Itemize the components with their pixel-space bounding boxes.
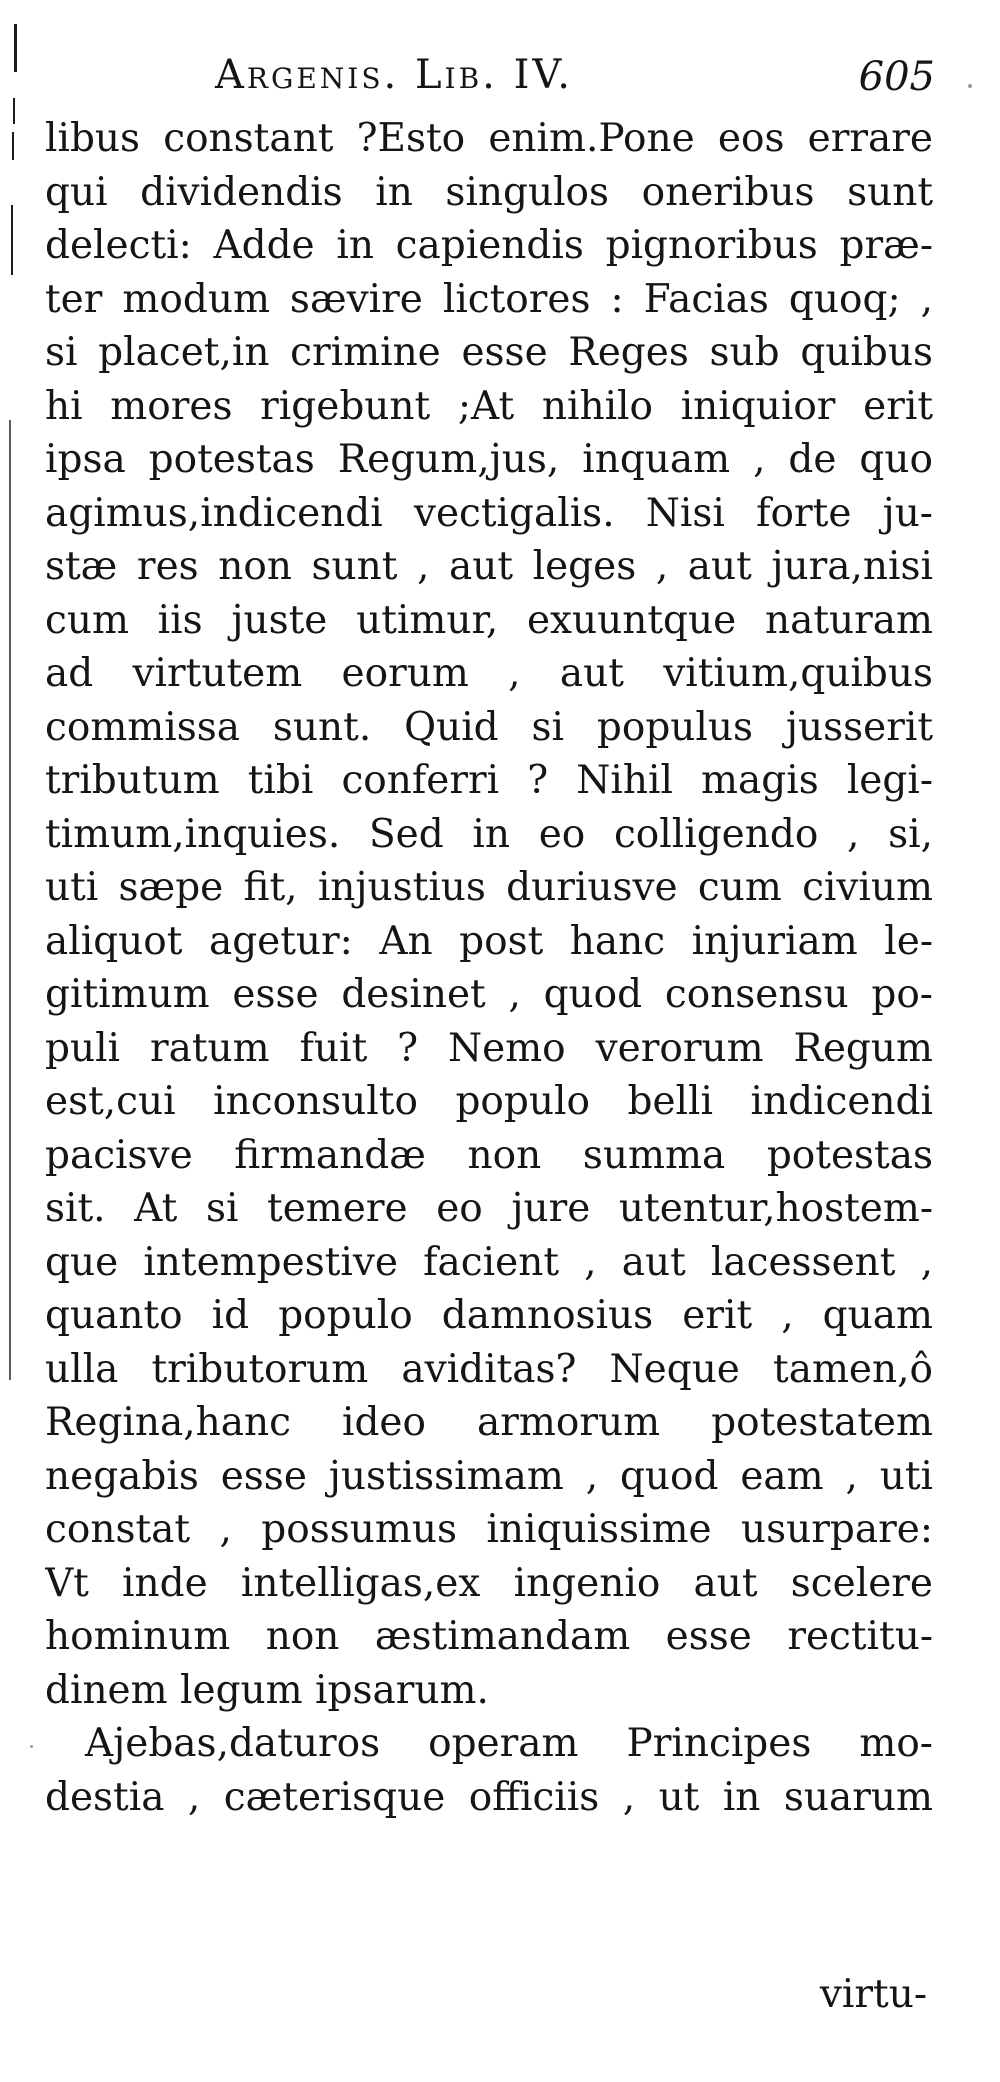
catchword-row (45, 1968, 933, 2022)
text-line: destia , cæterisque officiis , ut in suarum (45, 1774, 933, 1820)
text-line: ad virtutem eorum , aut vitium,quibus (45, 651, 933, 696)
text-line: gitimum esse desinet , quod consensu po- (45, 972, 933, 1017)
text-line: sit. At si temere eo jure utentur,hostem- (45, 1186, 933, 1231)
text-line: hominum non æstimandam esse rectitu- (45, 1614, 933, 1659)
paper-speck (968, 84, 972, 88)
text-line: stæ res non sunt , aut leges , aut jura,nisi (45, 544, 933, 589)
text-line: qui dividendis in singulos oneribus sunt (45, 169, 933, 215)
text-line: delecti: Adde in capiendis pignoribus præ- (45, 223, 933, 268)
text-line: ter modum sævire lictores : Facias quoq; , (45, 276, 933, 322)
text-line: ipsa potestas Regum,jus, inquam , de quo (45, 437, 933, 482)
body-text (45, 112, 933, 1824)
text-line: tributum tibi conferri ? Nihil magis legi- (45, 758, 933, 803)
text-line: commissa sunt. Quid si populus jusserit (45, 704, 933, 750)
gutter-shadow-mark (13, 98, 15, 124)
page-header (215, 52, 935, 108)
gutter-shadow-mark (12, 132, 14, 160)
text-line: si placet,in crimine esse Reges sub quibus (45, 330, 933, 375)
paper-speck (30, 1745, 33, 1748)
text-line: Regina,hanc ideo armorum potestatem (45, 1400, 933, 1445)
text-line: constat , possumus iniquissime usurpare: (45, 1507, 933, 1552)
running-title: Argenis. Lib. IV. (215, 52, 573, 98)
page-number: 605 (858, 54, 935, 100)
text-line: que intempestive facient , aut lacessent , (45, 1239, 933, 1285)
text-line: dinem legum ipsarum. (45, 1667, 489, 1713)
gutter-shadow-mark (11, 205, 13, 275)
text-line: cum iis juste utimur, exuuntque naturam (45, 597, 933, 643)
text-line: Vt inde intelligas,ex ingenio aut scelere (45, 1560, 933, 1606)
text-line: aliquot agetur: An post hanc injuriam le- (45, 918, 933, 964)
text-line: ulla tributorum aviditas? Neque tamen,ô (45, 1346, 933, 1392)
text-line: libus constant ?Esto enim.Pone eos errare (45, 116, 933, 161)
text-line: agimus,indicendi vectigalis. Nisi forte ju- (45, 490, 933, 536)
text-line: timum,inquies. Sed in eo colligendo , si, (45, 811, 933, 857)
text-line: hi mores rigebunt ;At nihilo iniquior erit (45, 383, 933, 429)
text-line: pacisve firmandæ non summa potestas (45, 1132, 933, 1178)
text-line: est,cui inconsulto populo belli indicendi (45, 1079, 933, 1124)
text-line: puli ratum fuit ? Nemo verorum Regum (45, 1025, 933, 1071)
text-line: Ajebas,daturos operam Principes mo- (85, 1721, 933, 1766)
gutter-shadow-mark (14, 24, 17, 72)
catchword: virtu- (819, 1972, 927, 2017)
text-line: uti sæpe fit, injustius duriusve cum civium (45, 865, 933, 910)
text-line: quanto id populo damnosius erit , quam (45, 1293, 933, 1338)
gutter-shadow-mark (9, 420, 11, 1380)
text-line: negabis esse justissimam , quod eam , uti (45, 1453, 933, 1499)
